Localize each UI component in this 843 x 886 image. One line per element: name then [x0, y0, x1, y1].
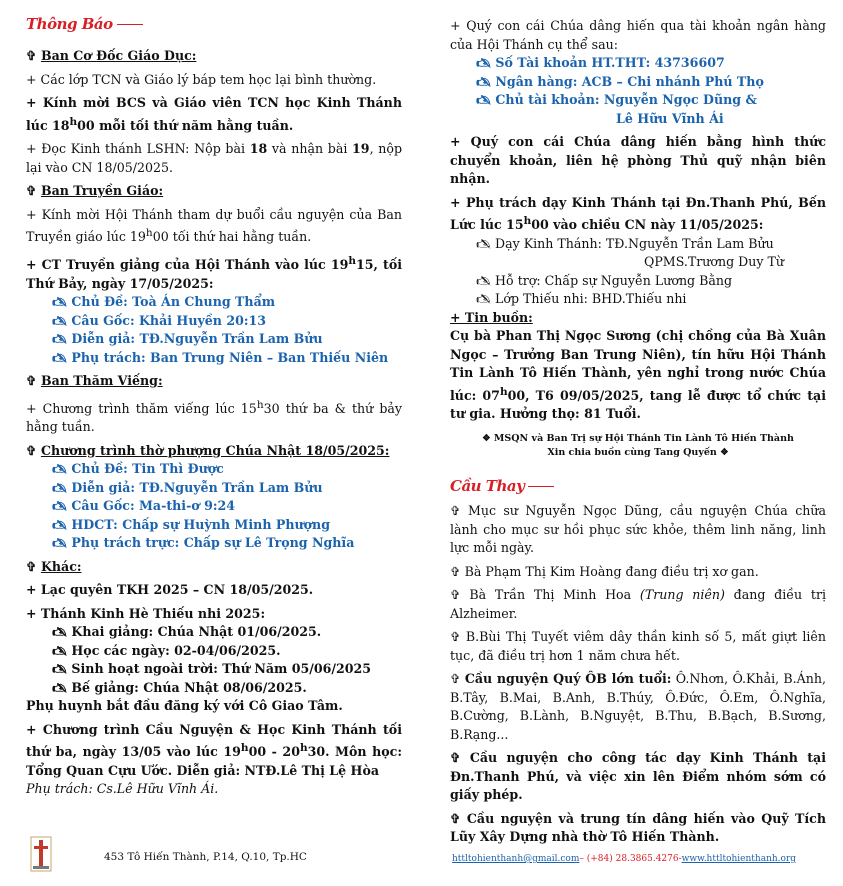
list-item: 🖎 Dạy Kinh Thánh: TĐ.Nguyễn Trần Lam Bửu — [476, 235, 774, 251]
bank-list: 🖎 Số Tài khoản HT.THT: 43736607 🖎 Ngân hàng: ACB – Chi nhánh Phú Thọ 🖎 Chủ tài khoản: Nguyễn Ngọc Dũng & Lê Hữu Vĩnh Ái — [450, 54, 826, 128]
list-item: 🖎 Chủ Đề: Tin Thì Được — [52, 461, 224, 477]
teach-list: 🖎 Dạy Kinh Thánh: TĐ.Nguyễn Trần Lam Bửu QPMS.Trương Duy Từ 🖎 Hỗ trợ: Chấp sự Nguyễn Lương Bằng 🖎 Lớp Thiếu nhi: BHD.Thiếu nhi — [450, 235, 826, 309]
list-item: 🖎 Ngân hàng: ACB – Chi nhánh Phú Thọ — [476, 73, 764, 89]
list-item: 🖎 Chủ Đề: Toà Án Chung Thẩm — [52, 294, 276, 310]
announcement-header: Thông Báo — [26, 14, 143, 33]
list-item: 🖎 Bế giảng: Chúa Nhật 08/06/2025. — [52, 679, 307, 695]
list-item: 🖎 Câu Gốc: Khải Huyền 20:13 — [52, 312, 267, 328]
list-item: 🖎 Lớp Thiếu nhi: BHD.Thiếu nhi — [476, 291, 687, 307]
list-item: 🖎 HDCT: Chấp sự Huỳnh Minh Phượng — [52, 516, 331, 532]
summer-list — [26, 623, 402, 697]
prayer-header: Cầu Thay — [450, 476, 554, 495]
list-item: 🖎 Số Tài khoản HT.THT: 43736607 — [476, 55, 725, 70]
list-item: 🖎 Khai giảng: Chúa Nhật 01/06/2025. — [52, 624, 322, 640]
website-link[interactable]: www.httltohienthanh.org — [681, 854, 797, 864]
list-item: 🖎 Diễn giả: TĐ.Nguyễn Trần Lam Bửu — [52, 479, 323, 495]
list-item: 🖎 Phụ trách trực: Chấp sự Lê Trọng Nghĩa — [52, 535, 355, 551]
list-item: 🖎 Sinh hoạt ngoài trời: Thứ Năm 05/06/2025 — [52, 661, 372, 677]
section-title: ✞ Khác: — [26, 558, 82, 574]
footer-contact: httltohienthanh@gmail.com– (+84) 28.3865.4276-www.httltohienthanh.org — [452, 854, 797, 864]
list-item: 🖎 Chủ tài khoản: Nguyễn Ngọc Dũng & — [476, 92, 757, 107]
worship-list — [26, 460, 402, 553]
bulletin-page: Thông Báo ✞ Ban Cơ Đốc Giáo Dục: + Các lớp TCN và Giáo lý báp tem học lại bình thường. + Kính mời BCS và Giáo viên TCN học Kinh Thánh lúc 18$^h$00 mỗi tối thứ năm hằng tuần. + Đọc Kinh thánh LSHN: Nộp bài 18 và nhận bài 19, nộp lại vào CN 18/05/2025. ✞ Ban Truyền Giáo: + Kính mời Hội Thánh tham dự buổi cầu nguyện của Ban Truyền giáo lúc 19$^h$00 tối thứ hai hằng tuần. + CT Truyền giảng của Hội Thánh vào lúc 19$^h$15, tối Thứ Bảy, ngày 17/05/2025: 🖎 Chủ Đề: Toà Án Chung Thẩm 🖎 Câu Gốc: Khải Huyền 20:13 🖎 Diễn giả: TĐ.Nguyễn Trần Lam Bửu 🖎 Phụ trách: Ban Trung Niên – Ban Thiếu Niên ✞ Ban Thăm Viếng: + Chương trình thăm viếng lúc 15$^h$30 thứ ba & thứ bảy hằng tuần. ✞ Chương trình thờ phượng Chúa Nhật 18/05/2025: 🖎 Chủ Đề: Tin Thì Được 🖎 Diễn giả: TĐ.Nguyễn Trần Lam Bửu 🖎 Câu Gốc: Ma-thi-ơ 9:24 🖎 HDCT: Chấp sự Huỳnh Minh Phượng 🖎 Phụ trách trực: Chấp sự Lê Trọng Nghĩa ✞ Khác: + Lạc quyên TKH 2025 – CN 18/05/2025. + Thánh Kinh Hè Thiếu nhi 2025: 🖎 Khai giảng: Chúa Nhật 01/06/2025. 🖎 Học các ngày: 02-04/06/2025. 🖎 Sinh hoạt ngoài trời: Thứ Năm 05/06/2025 🖎 Bế giảng: Chúa Nhật 08/06/2025. Phụ huynh bắt đầu đăng ký với Cô Giao Tâm. + Chương trình Cầu Nguyện & Học Kinh Thánh tối thứ ba, ngày 13/05 vào lúc 19$^h$00 - 20$^h$30. Môn học: Tổng Quan Cựu Ước. Diễn giả: NTĐ.Lê Thị Lệ Hòa Phụ trách: Cs.Lê Hữu Vĩnh Ái. 453 Tô Hiến Thành, P.14, Q.10, Tp.HC + Quý con cái Chúa dâng hiến qua tài khoản ngân hàng của Hội Thánh cụ thể sau: 🖎 Số Tài khoản HT.THT: 43736607 🖎 Ngân hàng: ACB – Chi nhánh Phú Thọ 🖎 Chủ tài khoản: Nguyễn Ngọc Dũng & Lê Hữu Vĩnh Ái + Quý con cái Chúa dâng hiến bằng hình thức chuyển khoản, liên hệ phòng Thủ quỹ nhận biên nhận. + Phụ trách dạy Kinh Thánh tại Đn.Thanh Phú, Bến Lức lúc 15$^h$00 vào chiều CN này 11/05/2025: 🖎 Dạy Kinh Thánh: TĐ.Nguyễn Trần Lam Bửu QPMS.Trương Duy Từ 🖎 Hỗ trợ: Chấp sự Nguyễn Lương Bằng 🖎 Lớp Thiếu nhi: BHD.Thiếu nhi + Tin buồn: Cụ bà Phan Thị Ngọc Sương (chị chồng của Bà Xuân Ngọc – Trưởng Ban Trung Niên), tín hữu Hội Thánh Tin Lành Tô Hiến Thành, yên nghỉ trong nước Chúa lúc: 07$^h$00, T6 09/05/2025, tang lễ được tổ chức tại tư gia. Hưởng thọ: 81 Tuổi. ❖ MSQN và Ban Trị sự Hội Thánh Tin Lành Tô Hiến Thành Xin chia buồn cùng Tang Quyến ❖ Cầu Thay ✞ Mục sư Nguyễn Ngọc Dũng, cầu nguyện Chúa chữa lành cho mục sư hồi phục sức khỏe, thêm linh năng, linh lực mỗi ngày. ✞ Bà Phạm Thị Kim Hoàng đang điều trị xơ gan. ✞ Bà Trần Thị Minh Hoa (Trung niên) đang điều trị Alzheimer. ✞ B.Bùi Thị Tuyết viêm dây thần kinh số 5, mất giựt liên tục, đã điều trị hơn 1 năm chưa hết. ✞ Cầu nguyện Quý ÔB lớn tuổi: Ô.Nhơn, Ô.Khải, B.Ánh, B.Tây, B.Mai, B.Anh, B.Thúy, Ô.Đức, Ô.Em, Ô.Nghĩa, B.Cường, B.Lành, B.Nguyệt, B.Thu, B.Bạch, B.Sương, B.Rạng... ✞ Cầu nguyện cho công tác dạy Kinh Thánh tại Đn.Thanh Phú, và việc xin lên Điểm nhóm sớm có giấy phép. ✞ Cầu nguyện và trung tín dâng hiến vào Quỹ Tích Lũy Xây Dựng nhà thờ Tô Hiến Thành. httltohienthanh@gmail.com– (+84) 28.3865.4276-www.httltohienthanh.org — [0, 0, 843, 886]
list-item: 🖎 Câu Gốc: Ma-thi-ơ 9:24 — [52, 498, 236, 514]
footer-address: 453 Tô Hiến Thành, P.14, Q.10, Tp.HC — [104, 851, 307, 863]
list-item: 🖎 Hỗ trợ: Chấp sự Nguyễn Lương Bằng — [476, 272, 733, 288]
section-title: ✞ Ban Truyền Giáo: — [26, 183, 164, 199]
church-logo-icon — [30, 836, 52, 872]
section-title: ✞ Ban Thăm Viếng: — [26, 373, 163, 389]
section-title: ✞ Chương trình thờ phượng Chúa Nhật 18/05/2025: — [26, 442, 390, 458]
event-list — [26, 293, 402, 367]
list-item: 🖎 Phụ trách: Ban Trung Niên – Ban Thiếu Niên — [52, 349, 389, 365]
section-title: ✞ Ban Cơ Đốc Giáo Dục: — [26, 48, 197, 63]
list-item: 🖎 Học các ngày: 02-04/06/2025. — [52, 642, 281, 658]
email-link[interactable]: httltohienthanh@gmail.com — [452, 854, 580, 864]
list-item: 🖎 Diễn giả: TĐ.Nguyễn Trần Lam Bửu — [52, 331, 323, 347]
